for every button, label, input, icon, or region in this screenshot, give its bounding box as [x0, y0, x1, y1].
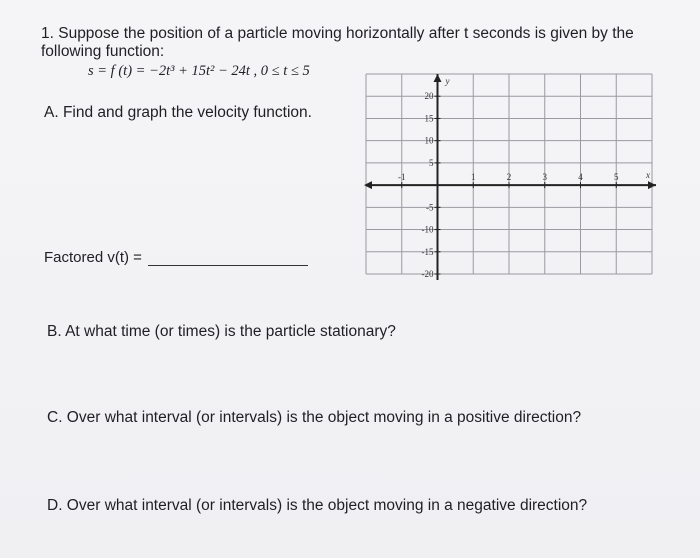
y-tick-label: 5: [429, 157, 434, 168]
question-line-2: following function:: [41, 43, 165, 60]
x-tick-label: 5: [614, 172, 619, 183]
velocity-graph-grid[interactable]: [360, 72, 660, 282]
y-tick-label: 15: [424, 113, 434, 124]
part-b-prompt: B. At what time (or times) is the particle stationary?: [47, 323, 396, 340]
y-tick-label: -5: [426, 202, 434, 213]
part-c-prompt: C. Over what interval (or intervals) is the object moving in a positive direction?: [47, 409, 582, 426]
factored-answer-line: [44, 249, 308, 266]
x-tick-label: 3: [542, 172, 547, 183]
answer-blank[interactable]: [148, 251, 308, 266]
part-d-prompt: D. Over what interval (or intervals) is the object moving in a negative direction?: [47, 497, 588, 514]
y-tick-label: 20: [424, 91, 434, 102]
x-tick-label: 4: [578, 172, 583, 183]
y-tick-label: -10: [421, 224, 434, 235]
x-axis-label: x: [646, 170, 650, 181]
x-tick-label: 2: [506, 172, 512, 183]
y-axis-label: y: [445, 76, 450, 86]
x-tick-label: -1: [398, 172, 406, 183]
part-a-prompt: A. Find and graph the velocity function.: [44, 104, 312, 121]
y-tick-label: -15: [421, 246, 434, 257]
x-axis-arrow-left: [364, 181, 372, 189]
factored-label: Factored v(t) =: [44, 249, 142, 266]
y-axis-arrow: [434, 74, 442, 82]
y-tick-label: -20: [421, 269, 434, 279]
question-line-1: 1. Suppose the position of a particle moving horizontally after t seconds is given by the: [41, 25, 634, 42]
position-function: s = f (t) = −2t³ + 15t² − 24t , 0 ≤ t ≤ 5: [88, 63, 310, 79]
x-tick-label: 1: [471, 172, 476, 183]
y-tick-label: 10: [424, 135, 434, 146]
tick-labels: [398, 76, 650, 279]
question-prompt: [41, 25, 661, 61]
